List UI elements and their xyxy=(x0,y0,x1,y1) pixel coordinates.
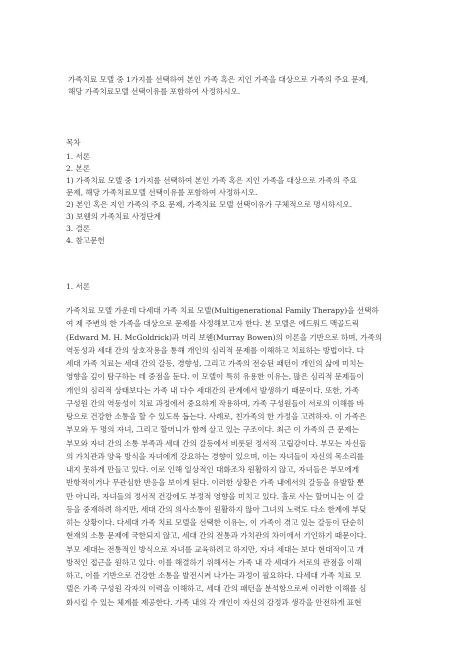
paragraph-line: 현재의 소통 문제에 국한되지 않고, 세대 간의 전통과 가치관의 차이에서 기인하기 때문이다. xyxy=(66,531,367,541)
paragraph-line: 의 가치관과 양육 방식을 자녀에게 강요하는 경향이 있으며, 이는 자녀들이 자신의 목소리를 xyxy=(66,451,364,461)
toc-item: 2. 본론 xyxy=(66,164,91,173)
section-title: 1. 서론 xyxy=(66,282,91,291)
paragraph-line: (Edward M. H. McGoldrick)과 머리 보웬(Murray Bowen)의 이론을 기반으로 하며, 가족의 xyxy=(66,332,383,342)
paragraph-line: 구성원 간의 역동성이 치료 과정에서 중요하게 작용하며, 가족 구성원들이 서로의 이해를 바 xyxy=(66,398,364,408)
toc-item: 1. 서론 xyxy=(66,152,91,161)
paragraph-line: 가족치료 모델 가운데 다세대 가족 치료 모델(Multigenerational Family Therapy)을 선택하 xyxy=(66,306,379,315)
question-line: 가족치료 모델 중 1가지를 선택하여 본인 가족 혹은 지인 가족을 대상으로 가족의 주요 문제, xyxy=(68,75,369,84)
toc-item: 문제, 해당 가족치료모델 선택이유를 포함하여 사정하시오. xyxy=(66,188,258,197)
paragraph-line: 부모와 두 명의 자녀, 그리고 할머니가 함께 살고 있는 구조이다. 최근 이 가족의 큰 문제는 xyxy=(66,425,359,435)
paragraph-line: 히는 상황이다. 다세대 가족 치료 모델을 선택한 이유는, 이 가족이 겪고 있는 갈등이 단순히 xyxy=(66,518,364,527)
paragraph-line: 내지 못하게 만들고 있다. 이로 인해 일상적인 대화조차 원활하지 않고, 자녀들은 부모에게 xyxy=(66,465,360,474)
paragraph-line: 여 제 주변의 한 가족을 대상으로 문제를 사정해보고자 한다. 본 모델은 에드워드 맥골드릭 xyxy=(66,319,360,329)
paragraph-line: 부모 세대는 전통적인 방식으로 자녀를 교육하려고 하지만, 자녀 세대는 보다 현대적이고 개 xyxy=(66,544,364,554)
toc-heading: 목차 xyxy=(66,138,81,147)
table-of-contents xyxy=(66,151,357,247)
paragraph-line: 만 아니라, 자녀들의 정서적 건강에도 부정적 영향을 미치고 있다. 홀로 사는 할머니는 이 갈 xyxy=(66,491,364,501)
paragraph-line: 델은 가족 구성원 각자의 이력을 이해하고, 세대 간의 패턴을 분석함으로써 이러한 이해를 심 xyxy=(66,584,367,594)
question-line: 해당 가족치료모델 선택이유를 포함하여 사정하시오. xyxy=(68,87,241,96)
paragraph-line: 화시킬 수 있는 체계를 제공한다. 가족 내의 각 개인이 자신의 감정과 생각을 안전하게 표현 xyxy=(66,597,362,607)
toc-item: 2) 본인 혹은 지인 가족의 주요 문제, 가족치료 모델 선택이유가 구체적으로 명시하시오. xyxy=(66,200,353,209)
paragraph-line: 탕으로 건강한 소통을 할 수 있도록 돕는다. 사례로, 친가족의 한 가정을 고려하자. 이 가족은 xyxy=(66,412,367,421)
paragraph-line: 반항적이거나 무관심한 반응을 보이게 된다. 이러한 상황은 가족 내에서의 갈등을 유발할 뿐 xyxy=(66,478,364,488)
body-paragraph xyxy=(66,304,382,609)
paragraph-line: 영향을 깊이 탐구하는 데 중점을 둔다. 이 모델이 특히 유용한 이유는, 많은 심리적 문제들이 xyxy=(66,372,364,382)
toc-item: 1) 가족치료 모델 중 1가지를 선택하여 본인 가족 혹은 지인 가족을 대상으로 가족의 주요 xyxy=(66,176,357,185)
paragraph-line: 방적인 접근을 원하고 있다. 이를 해결하기 위해서는 가족 내 각 세대가 서로의 관점을 이해 xyxy=(66,557,362,567)
assignment-question xyxy=(68,74,368,98)
paragraph-line: 하고, 이를 기반으로 건강한 소통을 발전시켜 나가는 과정이 필요하다. 다세대 가족 치료 모 xyxy=(66,571,362,580)
paragraph-line: 등을 중재하려 하지만, 세대 간의 의사소통이 원활하지 않아 그녀의 노력도 다소 한계에 부딪 xyxy=(66,504,367,514)
toc-item: 4. 참고문헌 xyxy=(66,236,105,245)
paragraph-line: 세대 가족 치료는 세대 간의 갈등, 경향성, 그리고 가족의 전승된 패턴이 개인의 삶에 미치는 xyxy=(66,359,364,368)
toc-item: 3. 결론 xyxy=(66,224,91,233)
paragraph-line: 역동성과 세대 간의 상호작용을 통해 개인의 심리적 문제를 이해하고 치료하는 방법이다. 다 xyxy=(66,345,364,355)
toc-item: 3) 보웬의 가족치료 사정단계 xyxy=(66,212,161,221)
paragraph-line: 부모와 자녀 간의 소통 부족과 세대 간의 갈등에서 비롯된 정서적 고립감이다. 부모는 자신들 xyxy=(66,438,367,448)
paragraph-line: 개인의 심리적 상태보다는 가족 내 다수 세대간의 관계에서 발생하기 때문이다. 또한, 가족 xyxy=(66,385,360,395)
